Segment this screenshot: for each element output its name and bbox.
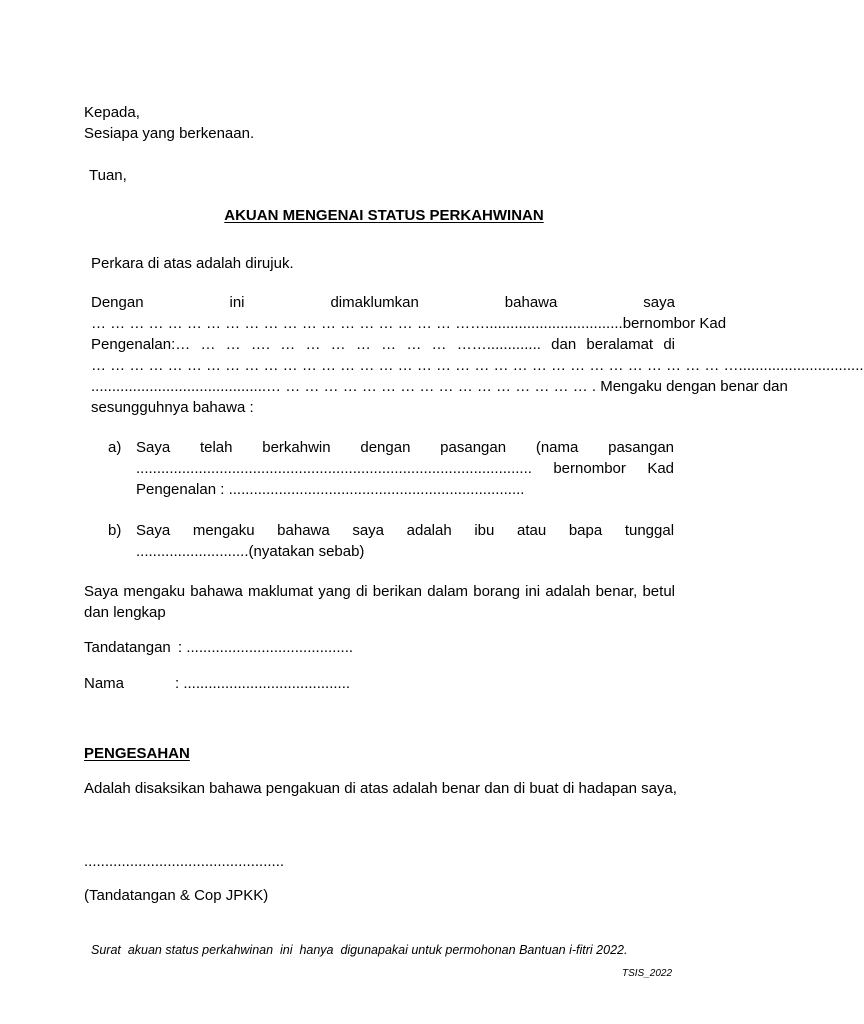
salutation-to: Kepada, [84,104,140,121]
signature-label: Tandatangan [84,639,171,656]
address-blank-line-2: ..........................................… … … … … … … … … … … … … … … … … . Mengaku dengan benar dan [91,378,788,395]
word: atau [516,522,547,539]
word: ibu [474,522,495,539]
verification-text: Adalah disaksikan bahawa pengakuan di atas adalah benar dan di buat di hadapan saya, [84,780,677,797]
word: saya [352,522,385,539]
word: ini [229,294,245,311]
word: di [663,336,675,353]
verification-sign-caption: (Tandatangan & Cop JPKK) [84,887,269,904]
word: bahawa [277,522,330,539]
document-title: AKUAN MENGENAI STATUS PERKAHWINAN [224,207,544,224]
word: beralamat [586,336,654,353]
signature-blank: : ........................................ [178,639,354,656]
verification-heading: PENGESAHAN [84,745,190,762]
word: bahawa [504,294,558,311]
item-label: a) [108,439,122,456]
declaration-line-3 [91,334,675,355]
word: berkahwin [262,439,331,456]
name-row [84,673,350,694]
ic-blank: Pengenalan:… … … …. … … … … … … … ……............. [91,336,541,353]
name-blank: : ........................................ [175,675,351,692]
word: mengaku [192,522,255,539]
confirmation-text: Saya mengaku bahawa maklumat yang di berikan dalam borang ini adalah benar, betul dan lengkap [84,583,675,621]
verification-sign-line: ................................................ [84,853,285,870]
word: Saya [136,522,171,539]
word: dan [551,336,577,353]
footer-reference: TSIS_2022 [622,968,673,979]
word: Kad [699,315,727,332]
item-b-line-2: ...........................(nyatakan sebab) [136,543,365,560]
item-b [108,520,674,562]
footer-note: Surat akuan status perkahwinan ini hanya digunapakai untuk permohonan Bantuan i-fitri 2022. [91,943,628,957]
signature-row [84,637,353,658]
name-label: Nama [84,675,125,692]
spouse-name-blank: ............................................................................................... [136,460,532,477]
word: pasangan [608,439,675,456]
item-a-line-1 [136,437,674,458]
declaration-line-6: sesungguhnya bahawa : [91,399,254,416]
declaration-paragraph [91,292,864,418]
address-blank-line-1: … … … … … … … … … … … … … … … … … … … … … … … … … … … … … … … … … ….............................. [91,357,864,374]
item-b-line-1 [136,520,674,541]
word: bapa [568,522,603,539]
salutation-recipient: Sesiapa yang berkenaan. [84,125,255,142]
item-a [108,437,674,500]
word: dimaklumkan [330,294,419,311]
declaration-line-2 [91,313,727,334]
word: pasangan [440,439,507,456]
word: telah [199,439,233,456]
item-label: b) [108,522,122,539]
item-a-line-3: Pengenalan : ....................................................................... [136,481,525,498]
name-blank: … … … … … … … … … … … … … … … … … … … …….................................bernombor [91,315,696,332]
declaration-line-1 [91,292,675,313]
item-a-line-2 [136,458,674,479]
word: Saya [136,439,171,456]
word: tunggal [624,522,675,539]
word: saya [643,294,675,311]
word: Kad [647,460,675,477]
word: Dengan [91,294,144,311]
intro-text: Perkara di atas adalah dirujuk. [91,255,294,272]
word: bernombor [553,460,626,477]
salutation-greeting: Tuan, [89,167,127,184]
word: dengan [360,439,411,456]
word: (nama [535,439,579,456]
word: adalah [406,522,452,539]
